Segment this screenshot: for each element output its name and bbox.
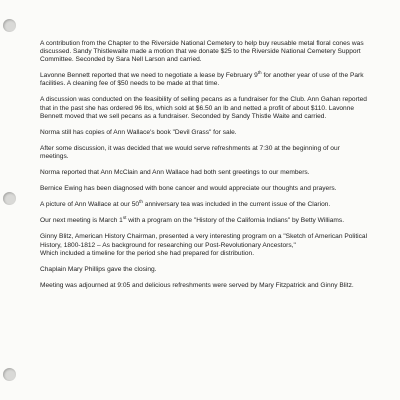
- paragraph-picture: A picture of Ann Wallace at our 50th anniversary tea was included in the current issue of the Clarion.: [40, 199, 331, 209]
- paragraph-book: Norma still has copies of Ann Wallace's book "Devil Grass" for sale.: [40, 128, 237, 136]
- paragraph-prayers: Bernice Ewing has been diagnosed with bone cancer and would appreciate our thoughts and prayers.: [40, 185, 337, 193]
- paragraph-pecans: A discussion was conducted on the feasibility of selling pecans as a fundraiser for the Club. Ann Gahan reported that in the past she has ordered 96 lbs, which sold at $6.50 an lb and netted a profit of about $110. Lavonne Bennett moved that we sell pecans as a fundraiser. Seconded by Sandy Thistle Waite and carried.: [40, 96, 367, 120]
- paragraph-next-meeting: Our next meeting is March 1st with a program on the "History of the California Indians" by Betty Williams.: [40, 215, 345, 225]
- punch-hole-top: [3, 19, 16, 32]
- paragraph-program: Ginny Blitz, American History Chairman, presented a very interesting program on a "Sketch of American Political History, 1800-1812 – As background for researching our Post-Revolutionary Ancestors,": [40, 233, 368, 249]
- paragraph-refreshments: After some discussion, it was decided that we would serve refreshments at 7:30 at the beginning of our meetings.: [40, 144, 340, 160]
- paragraph-lease: Lavonne Bennett reported that we need to negotiate a lease by February 9th for another year of use of the Park facilities. A cleaning fee of $50 needs to be made at that time.: [40, 70, 364, 88]
- paragraph-greetings: Norma reported that Ann McClain and Ann Wallace had both sent greetings to our members.: [40, 169, 310, 177]
- paragraph-adjourned: Meeting was adjourned at 9:05 and delicious refreshments were served by Mary Fitzpatrick and Ginny Blitz.: [40, 281, 354, 289]
- paragraph-cemetery: A contribution from the Chapter to the Riverside National Cemetery to help buy reusable metal floral cones was discussed. Sandy Thistlewaite made a motion that we donate $25 to the Riverside National Cemetery Support Committee. Seconded by Sara Nell Larson and carried.: [40, 40, 364, 64]
- minutes-text: [40, 40, 370, 298]
- punch-hole-bottom: [3, 368, 16, 381]
- paragraph-timeline: Which included a timeline for the period she had prepared for distribution.: [40, 249, 255, 257]
- paragraph-closing: Chaplain Mary Phillips gave the closing.: [40, 265, 157, 273]
- punch-hole-middle: [3, 192, 16, 205]
